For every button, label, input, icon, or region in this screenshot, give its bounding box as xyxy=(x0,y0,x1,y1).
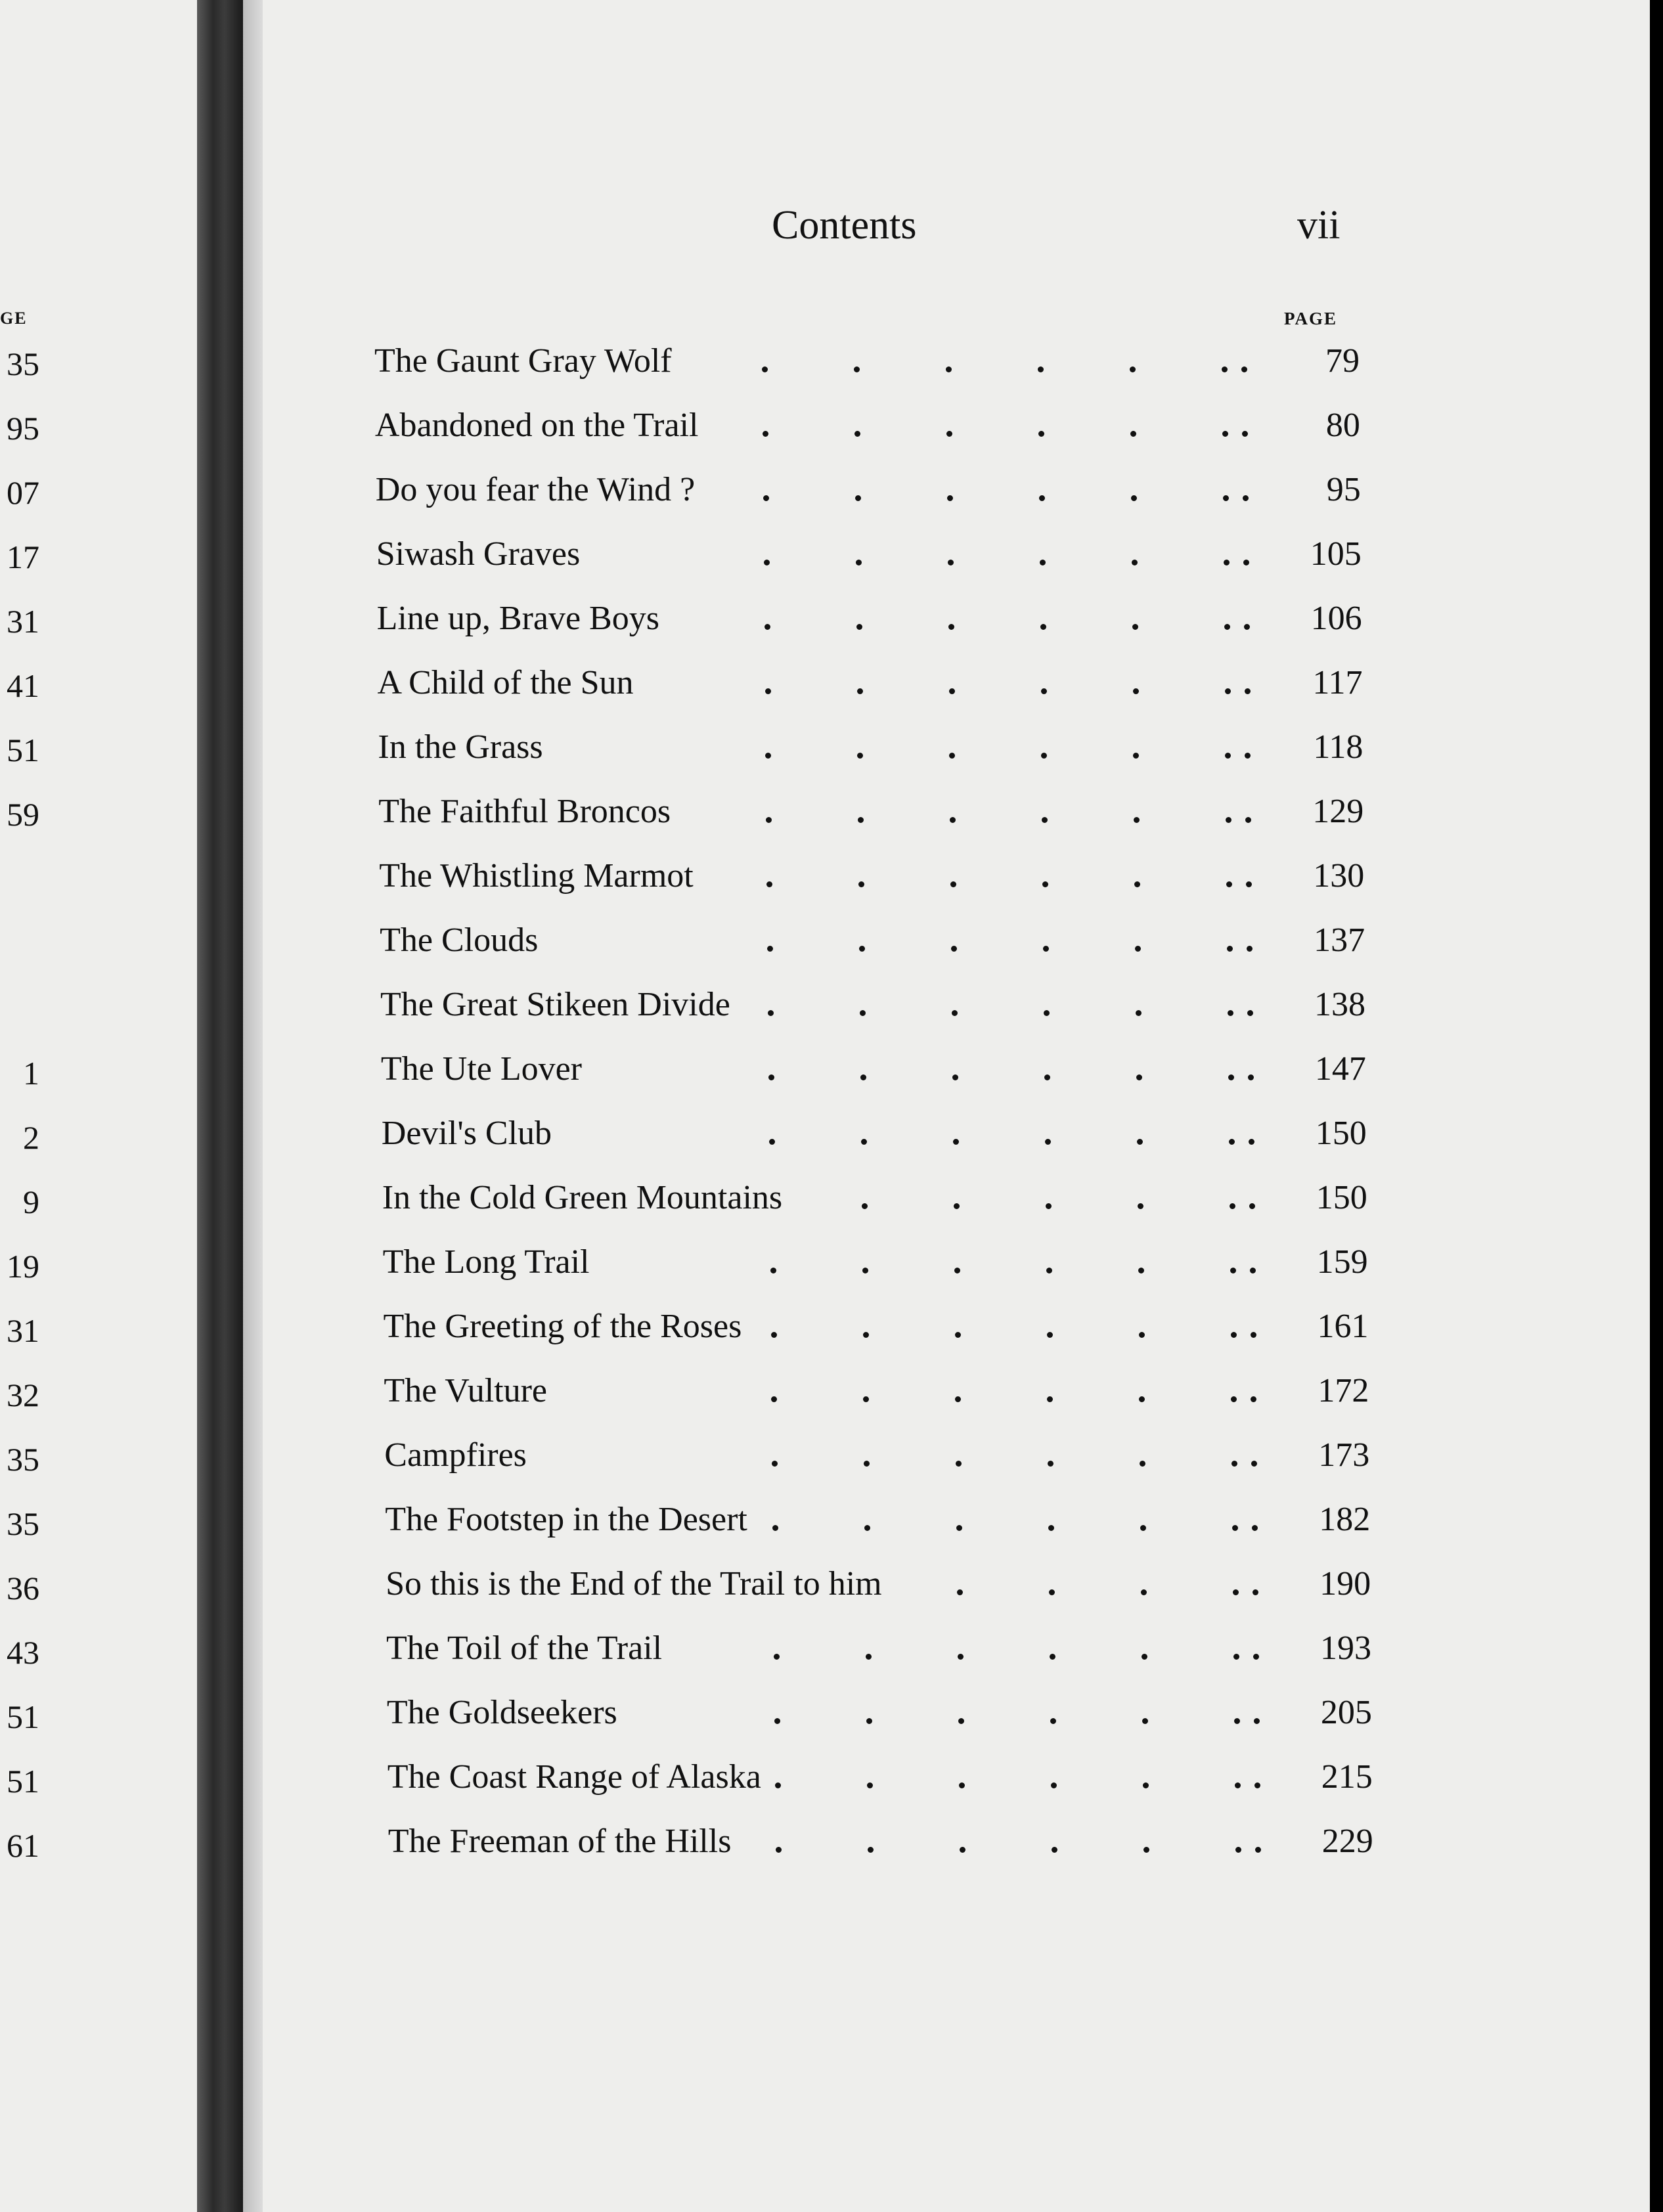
leader-dot xyxy=(1041,753,1047,759)
leader-dot xyxy=(1227,946,1233,952)
toc-entry xyxy=(384,1307,1369,1353)
leader-dot xyxy=(1143,1847,1149,1853)
entry-page-number: 138 xyxy=(1314,986,1365,1023)
leader-dot xyxy=(1047,1332,1053,1338)
toc-entry xyxy=(380,921,1365,967)
leader-dot xyxy=(856,624,862,630)
running-head: Contents xyxy=(772,203,917,248)
folio-number: vii xyxy=(1297,203,1341,248)
page-curve xyxy=(243,0,263,2212)
leader-dot xyxy=(1040,560,1046,565)
leader-dot xyxy=(947,495,953,501)
toc-entry xyxy=(388,1758,1373,1803)
leader-dot xyxy=(1231,1461,1237,1467)
leader-dot xyxy=(950,881,956,887)
leader-dot xyxy=(859,946,865,952)
toc-entry xyxy=(383,1243,1368,1289)
leader-dot xyxy=(772,1525,778,1531)
toc-entry xyxy=(384,1436,1369,1482)
leader-dot xyxy=(771,1332,777,1338)
leader-dot xyxy=(1044,1074,1050,1080)
leader-dot xyxy=(863,1332,869,1338)
leader-dot xyxy=(1233,1654,1239,1660)
left-page-number: 35 xyxy=(7,1441,39,1478)
leader-dot xyxy=(1248,1074,1254,1080)
leader-dot xyxy=(946,431,952,437)
leader-dot xyxy=(1040,624,1046,630)
left-page-number: 07 xyxy=(7,474,39,511)
leader-dot xyxy=(1043,946,1049,952)
entry-title: The Great Stikeen Divide xyxy=(380,986,730,1023)
leader-dot xyxy=(955,1332,961,1338)
leader-dot xyxy=(769,1139,775,1145)
leader-dot xyxy=(1142,1654,1147,1660)
entry-page-number: 190 xyxy=(1319,1565,1371,1603)
left-page-number: 31 xyxy=(7,603,39,640)
entry-title: The Long Trail xyxy=(382,1243,590,1281)
left-page-number: 19 xyxy=(7,1248,39,1285)
entry-page-number: 150 xyxy=(1316,1179,1367,1216)
leader-dot xyxy=(1133,753,1139,759)
leader-dot xyxy=(957,1589,963,1595)
leader-dot xyxy=(1049,1589,1055,1595)
entry-title: Siwash Graves xyxy=(376,535,581,573)
leader-dot xyxy=(949,753,955,759)
entry-page-number: 159 xyxy=(1316,1243,1368,1281)
entry-page-number: 95 xyxy=(1326,471,1361,508)
leader-dot xyxy=(950,817,956,823)
entry-page-number: 118 xyxy=(1313,728,1364,766)
leader-dot xyxy=(1130,431,1136,437)
leader-dot xyxy=(958,1718,964,1724)
leader-dot xyxy=(1047,1396,1053,1402)
leader-dot xyxy=(1038,431,1044,437)
leader-dot xyxy=(1244,624,1250,630)
entry-title: The Toil of the Trail xyxy=(386,1629,663,1667)
leader-dot xyxy=(772,1461,778,1467)
leader-dot xyxy=(1050,1654,1055,1660)
leader-dot xyxy=(1140,1525,1146,1531)
leader-dot xyxy=(1133,688,1139,694)
toc-entry xyxy=(376,535,1362,581)
leader-dot xyxy=(1253,1654,1259,1660)
entry-page-number: 161 xyxy=(1317,1308,1369,1345)
entry-page-number: 130 xyxy=(1313,857,1365,895)
leader-dot xyxy=(864,1461,870,1467)
leader-dot xyxy=(863,1396,869,1402)
leader-dot xyxy=(1136,1074,1142,1080)
toc-entry xyxy=(382,1114,1367,1160)
leader-dot xyxy=(955,1396,961,1402)
entry-page-number: 106 xyxy=(1310,600,1362,637)
leader-dot xyxy=(1136,1010,1142,1016)
leader-dot xyxy=(952,1010,958,1016)
leader-dot xyxy=(765,688,771,694)
leader-dot xyxy=(1251,1396,1256,1402)
leader-dot xyxy=(857,688,863,694)
leader-dot xyxy=(1042,817,1048,823)
toc-entry xyxy=(384,1371,1369,1417)
leader-dot xyxy=(1222,431,1228,437)
leader-dot xyxy=(1132,624,1138,630)
leader-dot xyxy=(775,1782,781,1788)
entry-title: Line up, Brave Boys xyxy=(376,600,659,637)
leader-dot xyxy=(765,624,770,630)
toc-entry xyxy=(377,599,1362,645)
left-page-number: 32 xyxy=(7,1377,39,1413)
entry-page-number: 173 xyxy=(1318,1436,1370,1474)
leader-dot xyxy=(776,1847,782,1853)
leader-dot xyxy=(1228,1010,1233,1016)
leader-dot xyxy=(1048,1525,1054,1531)
leader-dot xyxy=(1243,560,1249,565)
leader-dot xyxy=(856,560,862,565)
entry-page-number: 80 xyxy=(1325,407,1360,444)
leader-dot xyxy=(768,1074,774,1080)
leader-dot xyxy=(1131,495,1137,501)
toc-entry xyxy=(386,1629,1371,1675)
entry-title: The Faithful Broncos xyxy=(378,793,671,830)
entry-title: Do you fear the Wind ? xyxy=(375,471,696,508)
leader-dot xyxy=(1228,1074,1234,1080)
toc-entry xyxy=(375,406,1360,452)
leader-dot xyxy=(948,560,954,565)
entry-title: The Greeting of the Roses xyxy=(383,1308,742,1345)
entry-title: So this is the End of the Trail to him xyxy=(386,1565,882,1603)
entry-title: Campfires xyxy=(384,1436,527,1474)
leader-dot xyxy=(1251,1461,1257,1467)
leader-dot xyxy=(864,1525,870,1531)
entry-title: The Whistling Marmot xyxy=(379,857,694,895)
leader-dot xyxy=(1252,1525,1258,1531)
leader-dot xyxy=(1222,366,1228,372)
leader-dot xyxy=(1233,1589,1239,1595)
toc-entry xyxy=(378,792,1364,838)
entry-page-number: 150 xyxy=(1315,1115,1367,1152)
leader-dot xyxy=(1250,1268,1256,1273)
leader-dot xyxy=(956,1461,962,1467)
leader-dot xyxy=(1245,753,1251,759)
entry-title: The Goldseekers xyxy=(386,1694,617,1731)
leader-dot xyxy=(765,753,771,759)
leader-dot xyxy=(1242,431,1248,437)
entry-page-number: 172 xyxy=(1318,1372,1369,1409)
leader-dot xyxy=(1132,560,1138,565)
left-page-number: 51 xyxy=(7,1698,39,1735)
leader-dot xyxy=(862,1203,868,1209)
leader-dot xyxy=(862,1268,868,1273)
entry-title: The Coast Range of Alaska xyxy=(387,1758,761,1796)
page-column-label: PAGE xyxy=(1284,309,1337,328)
leader-dot xyxy=(1045,1139,1051,1145)
contents-page xyxy=(263,0,1650,2212)
leader-dot xyxy=(774,1718,780,1724)
entry-page-number: 147 xyxy=(1314,1050,1366,1088)
leader-dot xyxy=(956,1525,962,1531)
leader-dot xyxy=(1226,817,1231,823)
leader-dot xyxy=(1235,1847,1241,1853)
leader-dot xyxy=(949,688,955,694)
leader-dot xyxy=(1230,1203,1235,1209)
toc-entry xyxy=(385,1500,1370,1546)
leader-dot xyxy=(1042,881,1048,887)
leader-dot xyxy=(948,624,954,630)
leader-dot xyxy=(1234,1718,1240,1724)
leader-dot xyxy=(766,817,772,823)
leader-dot xyxy=(1138,1203,1143,1209)
leader-dot xyxy=(1254,1782,1260,1788)
leader-dot xyxy=(860,1010,866,1016)
left-page-number: 36 xyxy=(7,1570,39,1606)
left-page-number: 1 xyxy=(23,1055,39,1092)
leader-dot xyxy=(1255,1847,1261,1853)
leader-dot xyxy=(1223,495,1229,501)
entry-page-number: 105 xyxy=(1310,535,1362,573)
leader-dot xyxy=(1048,1461,1053,1467)
leader-dot xyxy=(952,1074,958,1080)
leader-dot xyxy=(1130,366,1136,372)
leader-dot xyxy=(954,1268,960,1273)
leader-dot xyxy=(1249,1203,1255,1209)
leader-dot xyxy=(1050,1718,1056,1724)
left-page-number: 31 xyxy=(7,1312,39,1349)
leader-dot xyxy=(1249,1139,1254,1145)
leader-dot xyxy=(1138,1268,1144,1273)
leader-dot xyxy=(1232,1525,1238,1531)
leader-dot xyxy=(946,366,952,372)
entry-title: The Ute Lover xyxy=(380,1050,582,1088)
toc-entry xyxy=(388,1822,1373,1868)
entry-title: The Footstep in the Desert xyxy=(385,1501,747,1538)
leader-dot xyxy=(1041,688,1047,694)
leader-dot xyxy=(763,495,769,501)
book-gutter xyxy=(197,0,243,2212)
toc-entry xyxy=(386,1564,1371,1610)
entry-page-number: 205 xyxy=(1320,1694,1372,1731)
entry-page-number: 129 xyxy=(1312,793,1364,830)
leader-dot xyxy=(1247,1010,1253,1016)
leader-dot xyxy=(1247,946,1253,952)
leader-dot xyxy=(1039,495,1045,501)
leader-dot xyxy=(766,881,772,887)
leader-dot xyxy=(1229,1139,1235,1145)
leader-dot xyxy=(1231,1396,1237,1402)
leader-dot xyxy=(762,366,768,372)
left-page-number: 61 xyxy=(7,1827,39,1864)
leader-dot xyxy=(774,1654,780,1660)
toc-entry xyxy=(379,856,1364,902)
leader-dot xyxy=(1226,881,1232,887)
leader-dot xyxy=(959,1782,965,1788)
entry-page-number: 182 xyxy=(1319,1501,1371,1538)
entry-title: The Clouds xyxy=(380,921,539,959)
previous-page-fragment xyxy=(0,0,197,2212)
entry-page-number: 79 xyxy=(1325,342,1360,380)
left-page-number: 43 xyxy=(7,1634,39,1671)
entry-title: The Gaunt Gray Wolf xyxy=(374,342,672,380)
leader-dot xyxy=(763,431,768,437)
leader-dot xyxy=(953,1139,959,1145)
left-page-number: 95 xyxy=(7,410,39,447)
leader-dot xyxy=(1046,1203,1052,1209)
leader-dot xyxy=(954,1203,960,1209)
entry-page-number: 137 xyxy=(1314,921,1365,959)
leader-dot xyxy=(855,495,861,501)
entry-title: Abandoned on the Trail xyxy=(374,407,699,444)
leader-dot xyxy=(1141,1589,1147,1595)
leader-dot xyxy=(1225,753,1231,759)
leader-dot xyxy=(960,1847,965,1853)
entry-title: Devil's Club xyxy=(381,1115,552,1152)
entry-title: A Child of the Sun xyxy=(377,664,634,701)
left-page-number: 35 xyxy=(7,1505,39,1542)
leader-dot xyxy=(1134,881,1140,887)
entry-page-number: 193 xyxy=(1320,1629,1371,1667)
leader-dot xyxy=(854,431,860,437)
leader-dot xyxy=(867,1782,873,1788)
toc-entry xyxy=(378,663,1363,709)
leader-dot xyxy=(1140,1461,1145,1467)
entry-title: The Vulture xyxy=(384,1372,548,1409)
leader-dot xyxy=(1235,1782,1241,1788)
leader-dot xyxy=(1139,1332,1145,1338)
toc-entry xyxy=(381,1050,1366,1095)
toc-entry xyxy=(378,728,1363,774)
left-page-number: 51 xyxy=(7,1763,39,1800)
leader-dot xyxy=(768,1010,774,1016)
toc-entry xyxy=(380,985,1365,1031)
left-page-number: 9 xyxy=(23,1183,39,1220)
entry-title: The Freeman of the Hills xyxy=(388,1823,732,1860)
leader-dot xyxy=(771,1396,777,1402)
leader-dot xyxy=(858,881,864,887)
leader-dot xyxy=(1224,560,1230,565)
left-page-number: 51 xyxy=(7,732,39,768)
left-page-number: 35 xyxy=(7,345,39,382)
leader-dot xyxy=(854,366,860,372)
left-page-number: 59 xyxy=(7,796,39,833)
leader-dot xyxy=(1231,1332,1237,1338)
leader-dot xyxy=(770,1268,776,1273)
entry-page-number: 117 xyxy=(1312,664,1363,701)
leader-dot xyxy=(1044,1010,1050,1016)
toc-entry xyxy=(387,1693,1372,1739)
leader-dot xyxy=(1046,1268,1052,1273)
leader-dot xyxy=(1246,881,1252,887)
leader-dot xyxy=(858,817,864,823)
leader-dot xyxy=(1253,1589,1258,1595)
leader-dot xyxy=(1254,1718,1260,1724)
leader-dot xyxy=(1225,688,1231,694)
leader-dot xyxy=(1243,495,1249,501)
leader-dot xyxy=(866,1718,872,1724)
leader-dot xyxy=(1241,366,1247,372)
leader-dot xyxy=(866,1654,872,1660)
entry-page-number: 215 xyxy=(1321,1758,1373,1796)
leader-dot xyxy=(1135,946,1141,952)
left-page-number: 17 xyxy=(7,539,39,575)
leader-dot xyxy=(767,946,773,952)
toc-entry xyxy=(374,342,1360,387)
left-page-label: GE xyxy=(0,309,28,328)
leader-dot xyxy=(1139,1396,1145,1402)
leader-dot xyxy=(1245,688,1251,694)
leader-dot xyxy=(951,946,957,952)
toc-entry xyxy=(382,1178,1367,1224)
leader-dot xyxy=(764,560,770,565)
toc-entry xyxy=(376,470,1361,516)
scan-edge xyxy=(1650,0,1663,2212)
entry-title: In the Grass xyxy=(378,728,543,766)
leader-dot xyxy=(861,1139,867,1145)
leader-dot xyxy=(1052,1847,1057,1853)
leader-dot xyxy=(868,1847,874,1853)
leader-dot xyxy=(1038,366,1044,372)
leader-dot xyxy=(1224,624,1230,630)
entry-page-number: 229 xyxy=(1321,1823,1373,1860)
entry-title: In the Cold Green Mountains xyxy=(382,1179,783,1216)
leader-dot xyxy=(958,1654,964,1660)
leader-dot xyxy=(1245,817,1251,823)
leader-dot xyxy=(857,753,863,759)
leader-dot xyxy=(1051,1782,1057,1788)
leader-dot xyxy=(1143,1782,1149,1788)
leader-dot xyxy=(1251,1332,1256,1338)
leader-dot xyxy=(860,1074,866,1080)
leader-dot xyxy=(1142,1718,1148,1724)
left-page-number: 41 xyxy=(7,667,39,704)
leader-dot xyxy=(1230,1268,1236,1273)
leader-dot xyxy=(1134,817,1140,823)
left-page-number: 2 xyxy=(23,1119,39,1156)
leader-dot xyxy=(1137,1139,1143,1145)
